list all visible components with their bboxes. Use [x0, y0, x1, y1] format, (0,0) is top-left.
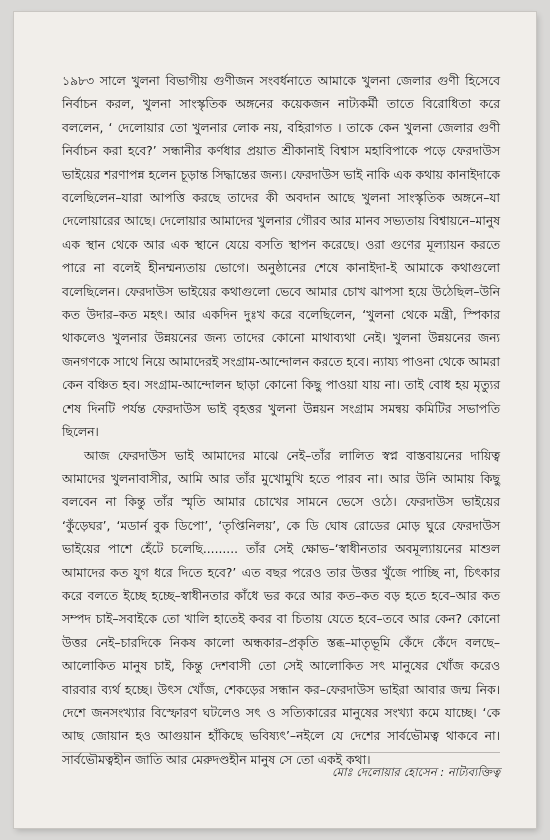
book-page [14, 12, 536, 828]
author-signature: মোঃ দেলোয়ার হোসেন : নাট্যব্যক্তিত্ব [332, 765, 500, 779]
paragraph: ১৯৮৩ সালে খুলনা বিভাগীয় গুণীজন সংবর্ধনাতে আমাকে খুলনা জেলার গুণী হিসেবে নির্বাচন করল, খুলনা সাংস্কৃতিক অঙ্গনের কয়েকজন নাট্যকর্মী তাতে বিরোধিতা করে বললেন, ‘ দেলোয়ার তো খুলনার লোক নয়, বহিরাগত । তাকে কেন খুলনা জেলার গুণী নির্বাচন করা হবে?’ সন্ধানীর কর্ণধার প্রয়াত শ্রীকানাই বিশ্বাস মহাবিপাকে পড়ে ফেরদাউস ভাইয়ের শরণাপন্ন হলেন চূড়ান্ত সিদ্ধান্তের জন্য। ফেরদাউস ভাই নাকি এক কথায় কানাইদাকে বলেছিলেন–যারা আপত্তি করছে তাদের কী অবদান আছে খুলনা সাংস্কৃতিক অঙ্গনে–যা দেলোয়ারের আছে। দেলোয়ার আমাদের খুলনার গৌরব আর মানব সভ্যতায় বিশ্বায়নে–মানুষ এক স্থান থেকে আর এক স্থানে যেয়ে বসতি স্থাপন করেছে। ওরা গুণের মূল্যায়ন করতে পারে না বলেই হীনম্মন্যতায় ভোগে। অনুষ্ঠানের শেষে কানাইদা-ই আমাকে কথাগুলো বলেছিলেন। ফেরদাউস ভাইয়ের কথাগুলো ভেবে আমার চোখ ঝাপসা হয়ে উঠেছিল–উনি কত উদার–কত মহৎ। আর একদিন দুঃখ করে বলেছিলেন, ‘খুলনা থেকে মন্ত্রী, স্পিকার থাকলেও খুলনার উন্নয়নের জন্য তাদের কোনো মাথাব্যথা নেই। খুলনা উন্নয়নের জন্য জনগণকে সাথে নিয়ে আমাদেরই সংগ্রাম-আন্দোলন করতে হবে। ন্যায্য পাওনা থেকে আমরা কেন বঞ্চিত হব। সংগ্রাম-আন্দোলন ছাড়া কোনো কিছু পাওয়া যায় না। তাই বোধ হয় মৃত্যুর শেষ দিনটি পর্যন্ত ফেরদাউস ভাই বৃহত্তর খুলনা উন্নয়ন সংগ্রাম সমন্বয় কমিটির সভাপতি ছিলেন। [62, 74, 500, 440]
body-text [62, 70, 500, 772]
signature-divider [62, 752, 500, 753]
paragraph: আজ ফেরদাউস ভাই আমাদের মাঝে নেই–তাঁর লালিত স্বপ্ন বাস্তবায়নের দায়িত্ব আমাদের খুলনাবাসীর, আমি আর তাঁর মুখোমুখি হতে পারব না। আর উনি আমায় কিছু বলবেন না কিন্তু তাঁর স্মৃতি আমার চোখের সামনে ভেসে ওঠে। ফেরদাউস ভাইয়ের ‘কুঁড়েঘর’, ‘মডার্ন বুক ডিপো’, ‘তৃপ্তিনিলয়’, কে ডি ঘোষ রোডের মোড় ঘুরে ফেরদাউস ভাইয়ের পাশে হেঁটে চলেছি......... তাঁর সেই ক্ষোভ–‘স্বাধীনতার অবমূল্যায়নের মাশুল আমাদের কত যুগ ধরে দিতে হবে?’ এত বছর পরেও তার উত্তর খুঁজে পাচ্ছি না, চিৎকার করে বলতে ইচ্ছে হচ্ছে–স্বাধীনতার কাঁধে ভর করে আর কত–কত বড় হতে হবে–আর কত সম্পদ চাই–সবাইকে তো খালি হাতেই কবর বা চিতায় যেতে হবে–তবে আর কেন? কোনো উত্তর নেই–চারদিকে নিকষ কালো অন্ধকার–প্রকৃতি স্তব্ধ–মাতৃভূমি কেঁদে কেঁদে বলছে–আলোকিত মানুষ চাই, কিন্তু দেশবাসী তো সেই আলোকিত সৎ মানুষের খোঁজ করেও বারবার ব্যর্থ হচ্ছে। উৎস খোঁজ, শেকড়ের সন্ধান কর–ফেরদাউস ভাইরা আবার জন্ম নিক। দেশে জনসংখ্যার বিস্ফোরণ ঘটলেও সৎ ও সত্যিকারের মানুষের সংখ্যা কমে যাচ্ছে। ‘কে আছ জোয়ান হও আগুয়ান হাঁকিছে ভবিষ্যৎ’–নইলে যে দেশের সার্বভৌমত্ব থাকবে না। সার্বভৌমত্বহীন জাতি আর মেরুদণ্ডহীন মানুষ সে তো একই কথা। [62, 448, 500, 767]
